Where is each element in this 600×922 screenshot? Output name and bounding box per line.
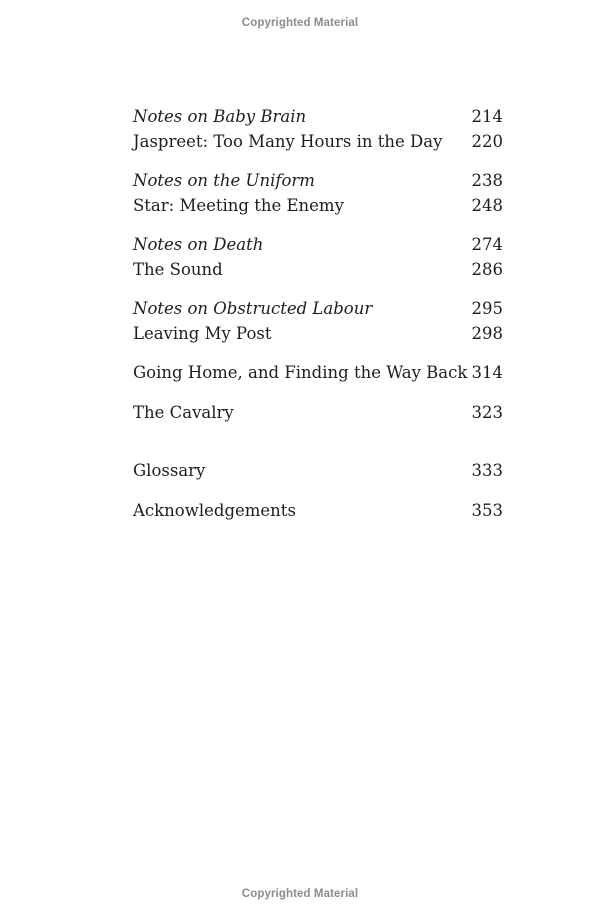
toc-row: [133, 168, 503, 193]
copyrighted-material-bottom: Copyrighted Material: [241, 888, 359, 900]
toc-entry-page-number: 274: [471, 235, 503, 254]
toc-entry-title: Jaspreet: Too Many Hours in the Day: [133, 132, 443, 151]
toc-row: [133, 498, 503, 523]
toc-entry-page-number: 314: [471, 363, 503, 382]
toc-entry-page-number: 238: [471, 171, 503, 190]
toc-row: [133, 360, 503, 385]
toc-entry-title: Notes on Obstructed Labour: [133, 299, 373, 318]
toc-entry-title: Notes on Death: [133, 235, 264, 254]
toc-entry-title: The Cavalry: [133, 403, 234, 422]
toc-entry-page-number: 353: [471, 501, 503, 520]
toc-row: [133, 400, 503, 425]
toc-entry-title: Notes on the Uniform: [133, 171, 315, 190]
toc-row: [133, 458, 503, 483]
toc-row: [133, 129, 503, 154]
toc-entry-page-number: 286: [471, 260, 503, 279]
toc-entry-title: Going Home, and Finding the Way Back: [133, 363, 468, 382]
toc-entry-title: Glossary: [133, 461, 206, 480]
toc-entry-title: Leaving My Post: [133, 324, 272, 343]
toc-row: [133, 257, 503, 282]
toc-entry-page-number: 333: [471, 461, 503, 480]
toc-row: [133, 232, 503, 257]
toc-entry-page-number: 323: [471, 403, 503, 422]
toc-entry-page-number: 248: [471, 196, 503, 215]
toc-row: [133, 296, 503, 321]
toc-row: [133, 193, 503, 218]
toc-row: [133, 321, 503, 346]
toc-entry-page-number: 220: [471, 132, 503, 151]
toc-entry-page-number: 298: [471, 324, 503, 343]
toc-entry-page-number: 214: [471, 107, 503, 126]
toc-entry-title: The Sound: [133, 260, 223, 279]
toc-row: [133, 104, 503, 129]
toc-entry-title: Notes on Baby Brain: [133, 107, 307, 126]
copyrighted-material-top: Copyrighted Material: [241, 17, 359, 29]
toc-entry-title: Star: Meeting the Enemy: [133, 196, 344, 215]
table-of-contents: [133, 104, 503, 523]
toc-entry-page-number: 295: [471, 299, 503, 318]
toc-entry-title: Acknowledgements: [133, 501, 296, 520]
